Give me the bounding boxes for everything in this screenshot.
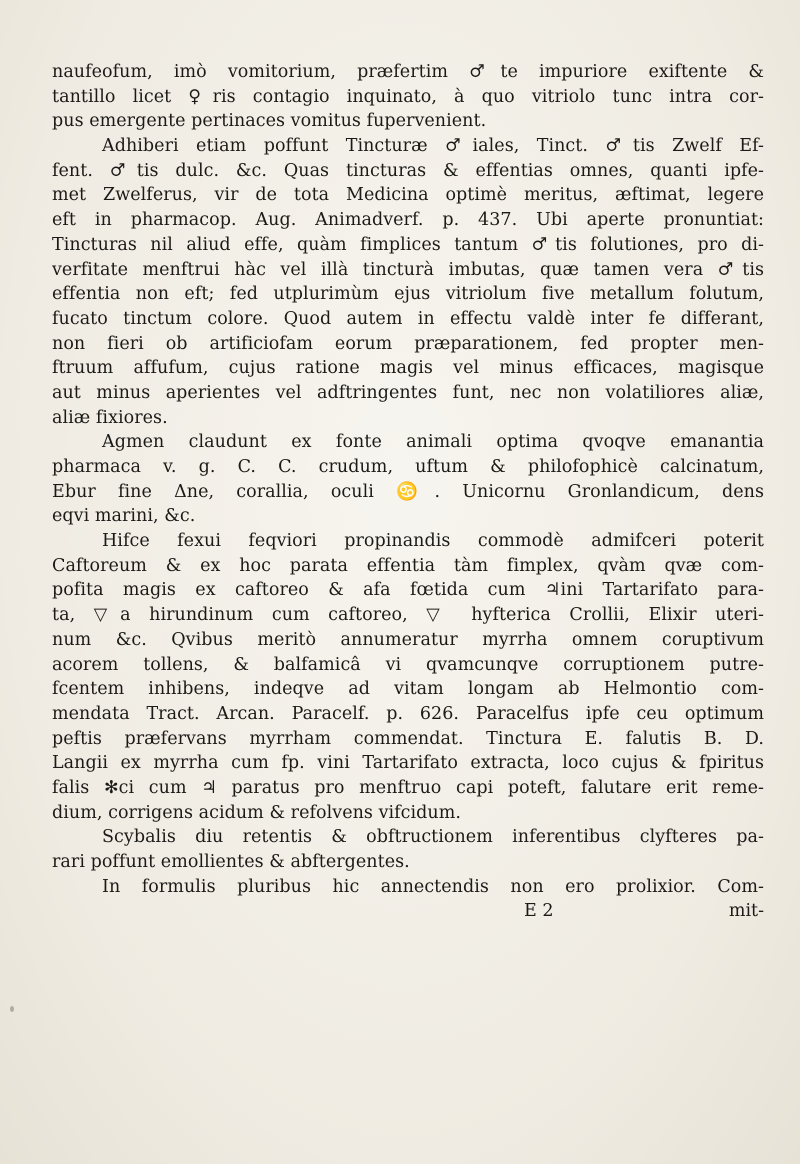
text-line: eft in pharmacop. Aug. Animadverf. p. 437. Ubi aperte pronuntiat: xyxy=(52,210,764,231)
paragraph-start-line: Adhiberi etiam poffunt Tincturæ ♂iales, Tinct. ♂tis Zwelf Ef- xyxy=(102,136,764,157)
text-line: mendata Tract. Arcan. Paracelf. p. 626. Paracelfus ipfe ceu optimum xyxy=(52,703,764,724)
catchword: mit- xyxy=(728,901,764,922)
text-line: Tincturas nil aliud effe, quàm fimplices tantum ♂tis folutiones, pro di- xyxy=(52,234,764,255)
text-line: rari poffunt emollientes & abftergentes. xyxy=(52,852,410,872)
text-line: Caftoreum & ex hoc parata effentia tàm fimplex, qvàm qvæ com- xyxy=(52,555,764,576)
text-line: eqvi marini, &c. xyxy=(52,506,196,527)
text-line: fent. ♂tis dulc. &c. Quas tincturas & effentias omnes, quanti ipfe- xyxy=(52,160,764,181)
text-line: pofita magis ex caftoreo & afa fœtida cum ♃ini Tartarifato para- xyxy=(52,580,764,601)
text-line: pharmaca v. g. C. C. crudum, uftum & philofophicè calcinatum, xyxy=(52,457,764,477)
text-line: ftruum affufum, cujus ratione magis vel minus efficaces, magisque xyxy=(52,358,764,379)
text-line: aut minus aperientes vel adftringentes funt, nec non volatiliores aliæ, xyxy=(52,382,764,403)
paragraph-start-line: In formulis pluribus hic annectendis non ero prolixior. Com- xyxy=(102,876,764,897)
text-line: verfitate menftrui hàc vel illà tincturà imbutas, quæ tamen vera ♂tis xyxy=(52,259,764,280)
text-line: acorem tollens, & balfamicâ vi qvamcunqve corruptionem putre- xyxy=(52,654,764,675)
text-line: tantillo licet ♀ris contagio inquinato, à quo vitriolo tunc intra cor- xyxy=(52,86,764,107)
paragraph-start-line: Hifce fexui feqviori propinandis commodè admifceri poterit xyxy=(102,531,764,552)
text-line: peftis præfervans myrrham commendat. Tinctura E. falutis B. D. xyxy=(52,728,764,749)
text-line: dium, corrigens acidum & refolvens vifcidum. xyxy=(52,802,462,823)
text-line: fcentem inhibens, indeqve ad vitam longam ab Helmontio com- xyxy=(52,679,764,700)
body-text xyxy=(52,60,764,924)
text-line: aliæ fixiores. xyxy=(52,407,168,428)
text-line: Ebur fine Δne, corallia, oculi ♋. Unicornu Gronlandicum, dens xyxy=(52,481,764,502)
text-line: Langii ex myrrha cum fp. vini Tartarifato extracta, loco cujus & fpiritus xyxy=(52,753,764,774)
paragraph-start-line: Scybalis diu retentis & obftructionem inferentibus clyfteres pa- xyxy=(102,827,764,848)
text-line: pus emergente pertinaces vomitus fupervenient. xyxy=(52,111,487,132)
paragraph-start-line: Agmen claudunt ex fonte animali optima qvoqve emanantia xyxy=(102,432,764,453)
text-line: effentia non eft; fed utplurimùm ejus vitriolum five metallum folutum, xyxy=(52,284,764,305)
signature-mark: E 2 xyxy=(524,901,554,922)
text-line: num &c. Qvibus meritò annumeratur myrrha omnem coruptivum xyxy=(52,629,764,650)
text-line: ta, ▽a hirundinum cum caftoreo, ▽ hyfterica Crollii, Elixir uteri- xyxy=(52,605,764,626)
paper-speck xyxy=(10,1006,14,1012)
page-footer xyxy=(52,899,764,924)
text-line: fucato tinctum colore. Quod autem in effectu valdè inter fe differant, xyxy=(52,308,764,329)
text-line: non fieri ob artificiofam eorum præparationem, fed propter men- xyxy=(52,333,764,354)
text-line: naufeofum, imò vomitorium, præfertim ♂te impuriore exiftente & xyxy=(52,62,764,82)
text-line: met Zwelferus, vir de tota Medicina optimè meritus, æftimat, legere xyxy=(52,185,764,206)
text-line: falis ✻ci cum ♃ paratus pro menftruo capi poteft, falutare erit reme- xyxy=(52,777,764,798)
